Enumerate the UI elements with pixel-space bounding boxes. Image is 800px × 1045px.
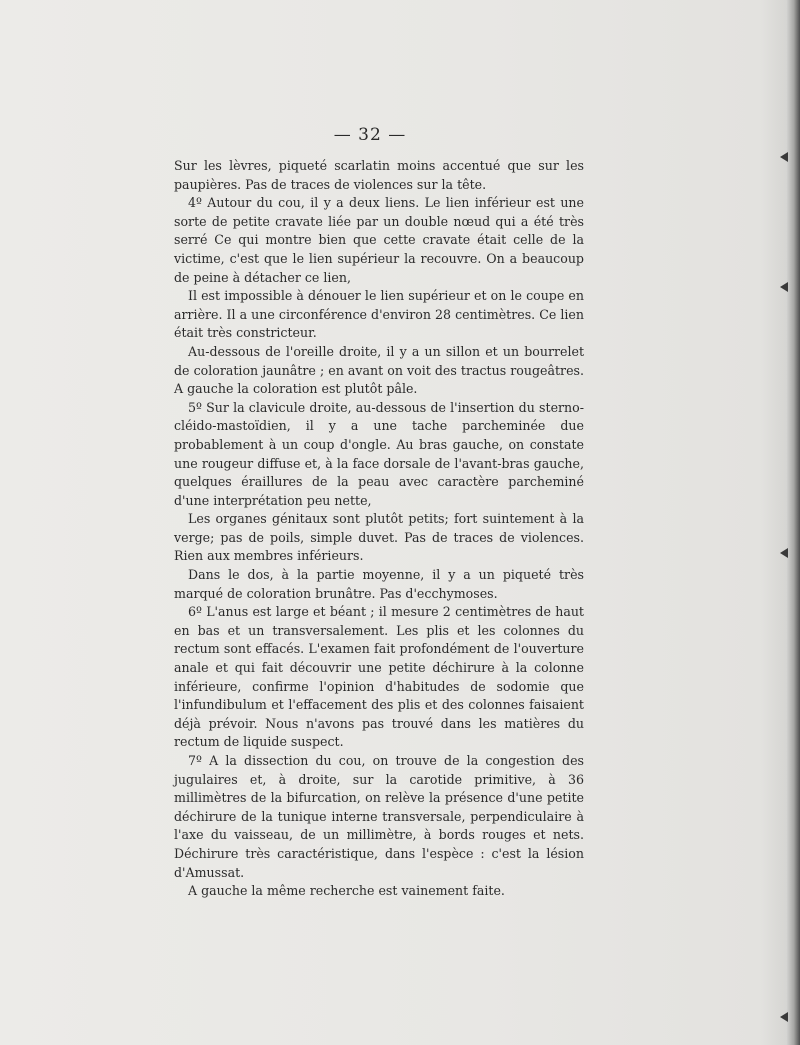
paragraph: A gauche la même recherche est vainement faite. xyxy=(188,883,505,899)
page-number: — 32 — xyxy=(333,125,407,145)
paragraph: Les organes génitaux sont plutôt petits; fort suintement à la verge; pas de poils, simple duvet. Pas de traces de violences. Rien aux membres inférieurs. xyxy=(174,511,584,564)
paragraph: 7º A la dissection du cou, on trouve de la congestion des jugulaires et, à droite, sur la carotide primitive, à 36 millimètres de la bifurcation, on relève la présence d'une petite déchirure de la tunique interne transversale, perpendiculaire à l'axe du vaisseau, de un millimètre, à bords rouges et nets. Déchirure très caractéristique, dans l'espèce : c'est la lésion d'Amussat. xyxy=(174,753,584,880)
edge-tab-marker xyxy=(780,152,788,162)
paragraph: 4º Autour du cou, il y a deux liens. Le lien inférieur est une sorte de petite cravate liée par un double nœud qui a été très serré Ce qui montre bien que cette cravate était celle de la victime, c'est que le lien supérieur la recouvre. On a beaucoup de peine à détacher ce lien, xyxy=(174,195,584,285)
edge-tab-marker xyxy=(780,548,788,558)
body-text xyxy=(174,157,584,901)
paragraph: Au-dessous de l'oreille droite, il y a un sillon et un bourrelet de coloration jaunâtre ; en avant on voit des tractus rougeâtres. A gauche la coloration est plutôt pâle. xyxy=(174,343,584,397)
paragraph: Sur les lèvres, piqueté scarlatin moins accentué que sur les paupières. Pas de traces de violences sur la tête. xyxy=(174,158,584,192)
paragraph: Dans le dos, à la partie moyenne, il y a un piqueté très marqué de coloration brunâtre. Pas d'ecchymoses. xyxy=(174,567,584,601)
paragraph: 6º L'anus est large et béant ; il mesure 2 centimètres de haut en bas et un transversalement. Les plis et les colonnes du rectum sont effacés. L'examen fait profondément de l'ouverture anale et qui fait découvrir une petite déchirure à la colonne inférieure, confirme l'opinion d'habitudes de sodomie que l'infundibulum et l'effacement des plis et des colonnes faisaient déjà prévoir. Nous n'avons pas trouvé dans les matières du rectum de liquide suspect. xyxy=(174,604,584,750)
paragraph: Il est impossible à dénouer le lien supérieur et on le coupe en arrière. Il a une circonférence d'environ 28 centimètres. Ce lien était très constricteur. xyxy=(174,288,584,341)
edge-tab-marker xyxy=(780,1012,788,1022)
paragraph: 5º Sur la clavicule droite, au-dessous de l'insertion du sterno-cléido-mastoïdien, il y a une tache parcheminée due probablement à un coup d'ongle. Au bras gauche, on constate une rougeur diffuse et, à la face dorsale de l'avant-bras gauche, quelques éraillures de la peau avec caractère parcheminé d'une interprétation peu nette, xyxy=(174,399,584,508)
edge-tab-marker xyxy=(780,282,788,292)
page-binding-edge xyxy=(786,0,800,1045)
